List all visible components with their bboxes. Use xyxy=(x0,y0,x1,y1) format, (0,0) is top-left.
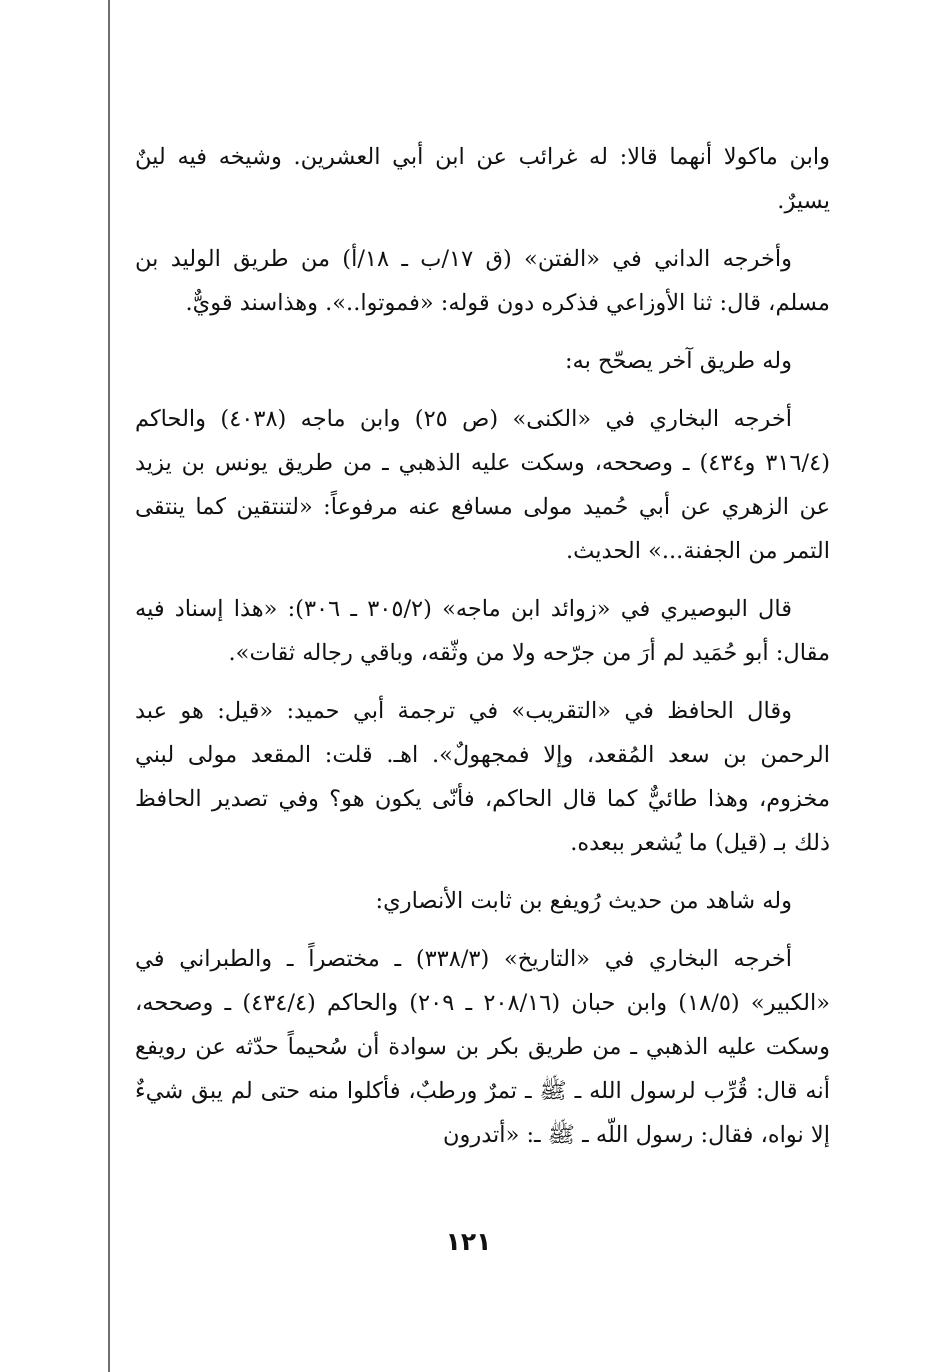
paragraph-continuation: وابن ماكولا أنهما قالا: له غرائب عن ابن أبي العشرين. وشيخه فيه لينٌ يسيرٌ. xyxy=(135,144,830,214)
page-number: ١٢١ xyxy=(445,1227,492,1256)
page-body xyxy=(135,135,830,1171)
margin-rule xyxy=(108,0,110,1372)
paragraph-busiri: قال البوصيري في «زوائد ابن ماجه» (٣٠٥/٢ ـ ٣٠٦): «هذا إسناد فيه مقال: أبو حُمَيد لم أرَ من جرّحه ولا من وثّقه، وباقي رجاله ثقات». xyxy=(135,596,830,666)
section-heading-ruwayfi-witness: وله شاهد من حديث رُويفع بن ثابت الأنصاري: xyxy=(375,888,792,914)
paragraph-dani-takhrij: وأخرجه الداني في «الفتن» (ق ١٧/ب ـ ١٨/أ) من طريق الوليد بن مسلم، قال: ثنا الأوزاعي فذكره دون قوله: «فموتوا..». وهذاسند قويٌّ. xyxy=(135,246,830,316)
paragraph-bukhari-kuna: أخرجه البخاري في «الكنى» (ص ٢٥) وابن ماجه (٤٠٣٨) والحاكم (٣١٦/٤ و٤٣٤) ـ وصححه، وسكت عليه الذهبي ـ من طريق يونس بن يزيد عن الزهري عن أبي حُميد مولى مسافع عنه مرفوعاً: «لتنتقين كما ينتقى التمر من الجفنة...» الحديث. xyxy=(135,406,830,564)
section-heading-another-route: وله طريق آخر يصحّح به: xyxy=(564,348,792,374)
paragraph-bukhari-tarikh: أخرجه البخاري في «التاريخ» (٣٣٨/٣) ـ مختصراً ـ والطبراني في «الكبير» (١٨/٥) وابن حبان (٢٠٨/١٦ ـ ٢٠٩) والحاكم (٤٣٤/٤) ـ وصححه، وسكت عليه الذهبي ـ من طريق بكر بن سوادة أن سُحيماً حدّثه عن رويفع أنه قال: قُرِّب لرسول الله ـ ﷺ ـ تمرٌ ورطبٌ، فأكلوا منه حتى لم يبق شيءٌ إلا نواه، فقال: رسول اللّه ـ ﷺ ـ: «أتدرون xyxy=(135,946,830,1148)
paragraph-hafiz-taqrib: وقال الحافظ في «التقريب» في ترجمة أبي حميد: «قيل: هو عبد الرحمن بن سعد المُقعد، وإلا فمجهولٌ». اهـ. قلت: المقعد مولى لبني مخزوم، وهذا طائيٌّ كما قال الحاكم، فأنّى يكون هو؟ وفي تصدير الحافظ ذلك بـ (قيل) ما يُشعر ببعده. xyxy=(135,698,830,856)
